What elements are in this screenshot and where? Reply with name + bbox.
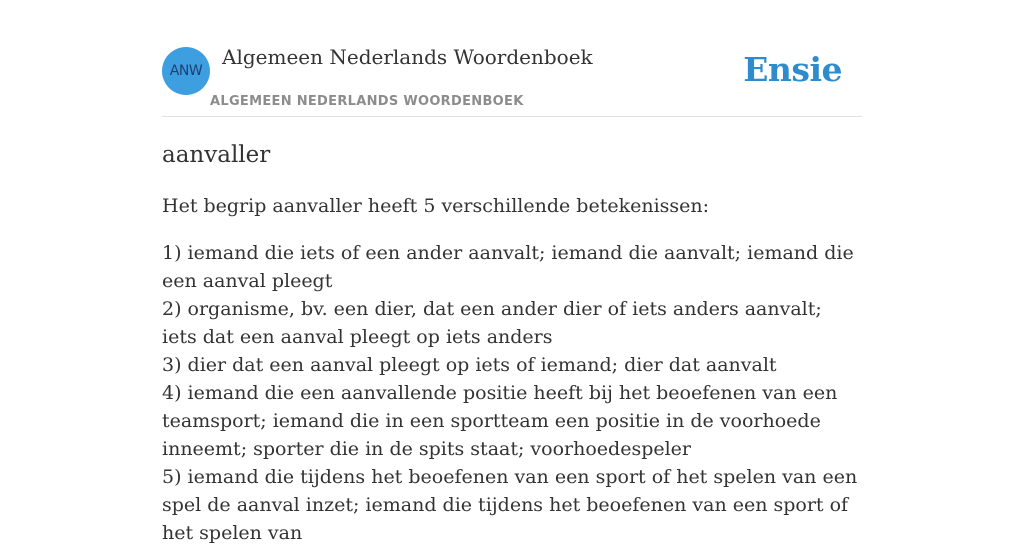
- source-header: [162, 0, 862, 117]
- entry-intro: Het begrip aanvaller heeft 5 verschillende betekenissen:: [162, 195, 710, 217]
- ensie-logo[interactable]: Ensie: [743, 50, 842, 89]
- entry-content: [162, 138, 862, 547]
- meaning-item: 3) dier dat een aanval pleegt op iets of iemand; dier dat aanvalt: [162, 354, 777, 376]
- source-subtitle: ALGEMEEN NEDERLANDS WOORDENBOEK: [210, 94, 524, 109]
- meaning-item: 4) iemand die een aanvallende positie heeft bij het beoefenen van een teamsport; iemand die in een sportteam een positie in de voorhoede inneemt; sporter die in de spits staat; voorhoedespeler: [162, 382, 838, 460]
- meaning-item: 1) iemand die iets of een ander aanvalt; iemand die aanvalt; iemand die een aanval pleegt: [162, 242, 854, 292]
- meaning-item: 2) organisme, bv. een dier, dat een ander dier of iets anders aanvalt; iets dat een aanval pleegt op iets anders: [162, 298, 822, 348]
- meanings-list: [162, 239, 862, 547]
- entry-term: aanvaller: [162, 142, 271, 168]
- meaning-item: 5) iemand die tijdens het beoefenen van een sport of het spelen van een spel de aanval inzet; iemand die tijdens het beoefenen van een sport of het spelen van: [162, 466, 858, 544]
- source-name[interactable]: Algemeen Nederlands Woordenboek: [222, 45, 593, 69]
- source-avatar[interactable]: ANW: [162, 47, 210, 95]
